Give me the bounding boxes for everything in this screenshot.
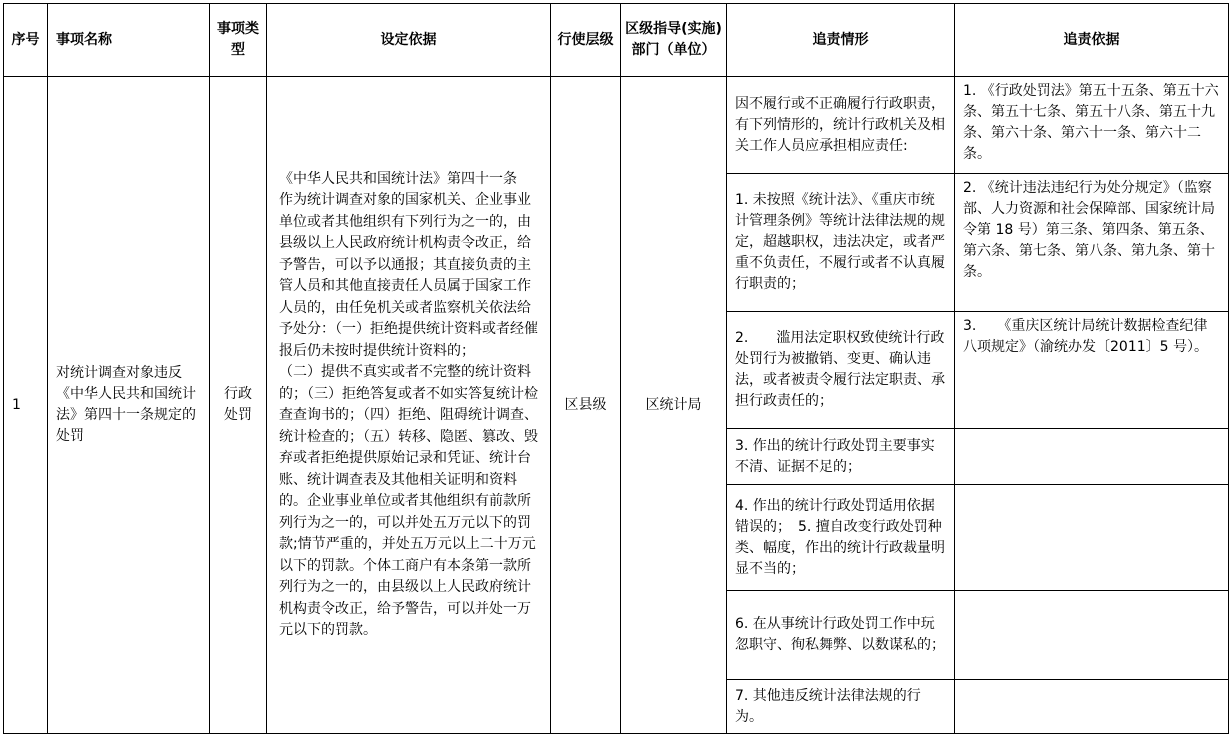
cell-acc-basis-5	[955, 591, 1229, 680]
cell-name: 对统计调查对象违反《中华人民共和国统计法》第四十一条规定的处罚	[48, 77, 210, 734]
cell-situation-2: 2. 滥用法定职权致使统计行政处罚行为被撤销、变更、确认违法，或者被责令履行法定职责、承担行政责任的；	[727, 312, 955, 429]
basis-paragraph-1: 《中华人民共和国统计法》第四十一条 作为统计调查对象的国家机关、企业事业单位或者其他组织有下列行为之一的，由县级以上人民政府统计机构责令改正，给予警告，可以予以通报；其直接负责的主管人员和其他直接责任人员属于国家工作人员的，由任免机关或者监察机关依法给予处分：（一）拒绝提供统计资料或者经催报后仍未按时提供统计资料的；	[279, 170, 545, 359]
header-acc-basis: 追责依据	[955, 4, 1229, 77]
basis-paragraph-2: （二）提供不真实或者不完整的统计资料的；（三）拒绝答复或者不如实答复统计检查查询书的；（四）拒绝、阻碍统计调查、统计检查的；（五）转移、隐匿、篡改、毁弃或者拒绝提供原始记录和凭证、统计台账、统计调查表及其他相关证明和资料的。企业事业单位或者其他组织有前款所列行为之一的，可以并处五万元以下的罚款;情节严重的，并处五万元以上二十万元以下的罚款。个体工商户有本条第一款所列行为之一的，由县级以上人民政府统计机构责令改正，给予警告，可以并处一万元以下的罚款。	[279, 364, 538, 638]
cell-level: 区县级	[551, 77, 621, 734]
header-dept: 区级指导(实施)部门（单位）	[621, 4, 727, 77]
header-level: 行使层级	[551, 4, 621, 77]
header-basis: 设定依据	[267, 4, 551, 77]
header-name: 事项名称	[48, 4, 210, 77]
header-row	[4, 4, 1229, 77]
cell-dept: 区统计局	[621, 77, 727, 734]
cell-seq: 1	[4, 77, 48, 734]
cell-situation-6: 7. 其他违反统计法律法规的行为。	[727, 680, 955, 734]
accountability-table	[3, 3, 1229, 734]
cell-situation-0: 因不履行或不正确履行行政职责，有下列情形的，统计行政机关及相关工作人员应承担相应责任:	[727, 77, 955, 174]
cell-acc-basis-6	[955, 680, 1229, 734]
cell-situation-5: 6. 在从事统计行政处罚工作中玩忽职守、徇私舞弊、以数谋私的；	[727, 591, 955, 680]
cell-acc-basis-2: 3. 《重庆区统计局统计数据检查纪律八项规定》（渝统办发〔2011〕5 号）。	[955, 312, 1229, 429]
header-type: 事项类型	[210, 4, 267, 77]
cell-acc-basis-4	[955, 485, 1229, 591]
cell-acc-basis-0: 1. 《行政处罚法》第五十五条、第五十六条、第五十七条、第五十八条、第五十九条、第六十条、第六十一条、第六十二条。	[955, 77, 1229, 174]
cell-acc-basis-1: 2. 《统计违法违纪行为处分规定》（监察部、人力资源和社会保障部、国家统计局令第 18 号）第三条、第四条、第五条、第六条、第七条、第八条、第九条、第十条。	[955, 174, 1229, 312]
cell-situation-4: 4. 作出的统计行政处罚适用依据错误的； 5. 擅自改变行政处罚种类、幅度，作出的统计行政裁量明显不当的；	[727, 485, 955, 591]
cell-situation-1: 1. 未按照《统计法》、《重庆市统计管理条例》等统计法律法规的规定，超越职权，违法决定，或者严重不负责任，不履行或者不认真履行职责的；	[727, 174, 955, 312]
cell-basis	[267, 77, 551, 734]
header-seq: 序号	[4, 4, 48, 77]
header-situation: 追责情形	[727, 4, 955, 77]
cell-acc-basis-3	[955, 429, 1229, 485]
cell-situation-3: 3. 作出的统计行政处罚主要事实不清、证据不足的；	[727, 429, 955, 485]
cell-type: 行政处罚	[210, 77, 267, 734]
table-row	[4, 77, 1229, 174]
